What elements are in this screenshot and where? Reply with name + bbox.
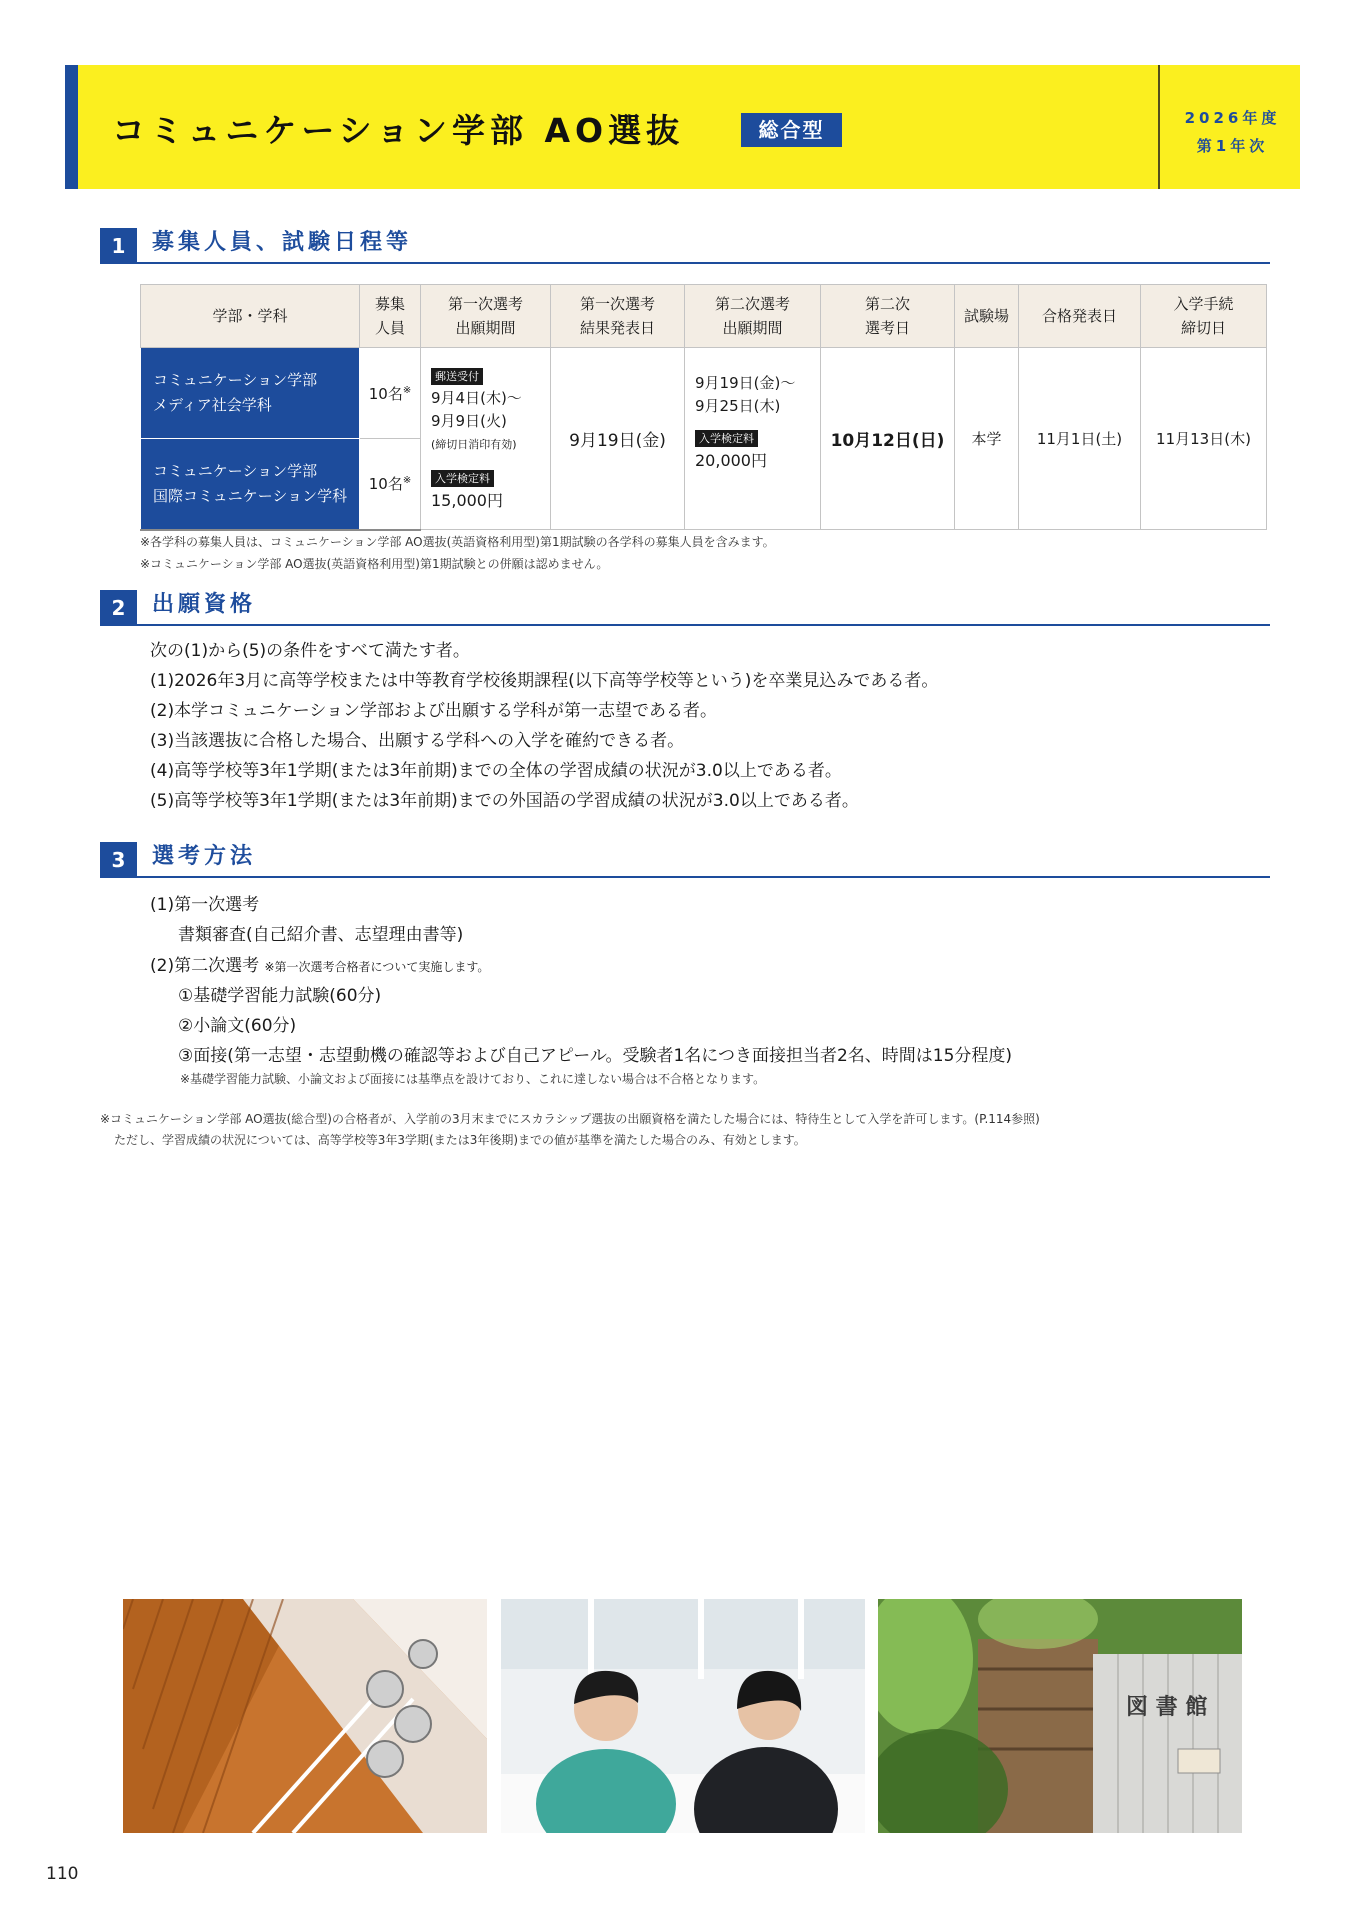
header-capacity: 募集 人員	[360, 285, 421, 348]
header-second-period: 第二次選考 出願期間	[685, 285, 821, 348]
type-badge: 総合型	[741, 113, 842, 147]
photo-atrium	[123, 1599, 487, 1833]
section-number: 1	[100, 228, 137, 262]
header-venue: 試験場	[955, 285, 1019, 348]
eligibility-line: (5)高等学校等3年1学期(または3年前期)までの外国語の学習成績の状況が3.0以上である者。	[150, 791, 859, 811]
eligibility-line: (3)当該選抜に合格した場合、出願する学科への入学を確約できる者。	[150, 731, 685, 751]
section-2-heading	[100, 586, 1270, 626]
second-period-cell: 9月19日(金)～ 9月25日(木) 入学検定料 20,000円	[685, 348, 821, 530]
section-title: 募集人員、試験日程等	[152, 230, 413, 255]
section-number: 3	[100, 842, 137, 876]
academic-year: 2026年度	[1184, 109, 1281, 127]
header-second-date: 第二次 選考日	[821, 285, 955, 348]
selection-item: ③面接(第一志望・志望動機の確認等および自己アピール。受験者1名につき面接担当者2名、時間は15分程度)	[178, 1046, 1013, 1066]
second-date-cell: 10月12日(日)	[821, 348, 955, 530]
table-header-row	[141, 285, 1267, 348]
fee-tag: 入学検定料	[695, 430, 758, 447]
page-title: コミュニケーション学部 AO選抜	[112, 111, 685, 150]
library-sign: 図 書 館	[1126, 1694, 1208, 1720]
table-note: ※各学科の募集人員は、コミュニケーション学部 AO選抜(英語資格利用型)第1期試験の各学科の募集人員を含みます。	[140, 535, 775, 549]
header-first-period: 第一次選考 出願期間	[421, 285, 551, 348]
banner-accent-bar	[65, 65, 78, 189]
second-selection-note: ※第一次選考合格者について実施します。	[264, 960, 490, 974]
dept-cell: コミュニケーション学部 メディア社会学科	[141, 348, 360, 439]
header-dept: 学部・学科	[141, 285, 360, 348]
deadline-cell: 11月13日(木)	[1141, 348, 1267, 530]
section-title: 選考方法	[152, 844, 257, 869]
section-3-heading	[100, 838, 1270, 878]
eligibility-line: (2)本学コミュニケーション学部および出願する学科が第一志望である者。	[150, 701, 718, 721]
section-1-heading	[100, 224, 1270, 264]
header-announce: 合格発表日	[1019, 285, 1141, 348]
footer-note: ※コミュニケーション学部 AO選抜(総合型)の合格者が、入学前の3月末までにスカラシップ選抜の出願資格を満たした場合には、特待生として入学を許可します。(P.114参照)	[100, 1112, 1040, 1126]
capacity-cell: 10名※	[360, 439, 421, 530]
first-selection-label: (1)第一次選考	[150, 895, 260, 915]
eligibility-line: (4)高等学校等3年1学期(または3年前期)までの全体の学習成績の状況が3.0以上である者。	[150, 761, 842, 781]
mail-tag: 郵送受付	[431, 368, 483, 385]
fee-tag: 入学検定料	[431, 470, 494, 487]
table-row	[141, 348, 1267, 439]
footer-note: ただし、学習成績の状況については、高等学校等3年3学期(または3年後期)までの値が基準を満たした場合のみ、有効とします。	[114, 1133, 806, 1147]
section-title: 出願資格	[152, 592, 257, 617]
page-number: 110	[46, 1864, 79, 1884]
dept-cell: コミュニケーション学部 国際コミュニケーション学科	[141, 439, 360, 530]
second-selection-label: (2)第二次選考 ※第一次選考合格者について実施します。	[150, 956, 490, 976]
table-note: ※コミュニケーション学部 AO選抜(英語資格利用型)第1期試験との併願は認めません。	[140, 557, 609, 571]
selection-item: ①基礎学習能力試験(60分)	[178, 986, 382, 1006]
first-period-cell: 郵送受付 9月4日(木)～ 9月9日(火) (締切日消印有効) 入学検定料 15,000円	[421, 348, 551, 530]
admission-round: 第1年次	[1196, 137, 1269, 155]
header-first-result: 第一次選考 結果発表日	[551, 285, 685, 348]
header-banner	[65, 65, 1300, 189]
selection-item: ②小論文(60分)	[178, 1016, 297, 1036]
venue-cell: 本学	[955, 348, 1019, 530]
section-number: 2	[100, 590, 137, 624]
header-deadline: 入学手続 締切日	[1141, 285, 1267, 348]
first-result-cell: 9月19日(金)	[551, 348, 685, 530]
schedule-table	[140, 284, 1267, 531]
photo-library	[878, 1599, 1242, 1833]
eligibility-line: 次の(1)から(5)の条件をすべて満たす者。	[150, 641, 470, 661]
banner-divider	[1158, 65, 1160, 189]
eligibility-line: (1)2026年3月に高等学校または中等教育学校後期課程(以下高等学校等という)を卒業見込みである者。	[150, 671, 939, 691]
capacity-cell: 10名※	[360, 348, 421, 439]
photo-students	[501, 1599, 865, 1833]
first-selection-detail: 書類審査(自己紹介書、志望理由書等)	[178, 925, 464, 945]
selection-note: ※基礎学習能力試験、小論文および面接には基準点を設けており、これに達しない場合は不合格となります。	[180, 1072, 766, 1086]
announce-cell: 11月1日(土)	[1019, 348, 1141, 530]
